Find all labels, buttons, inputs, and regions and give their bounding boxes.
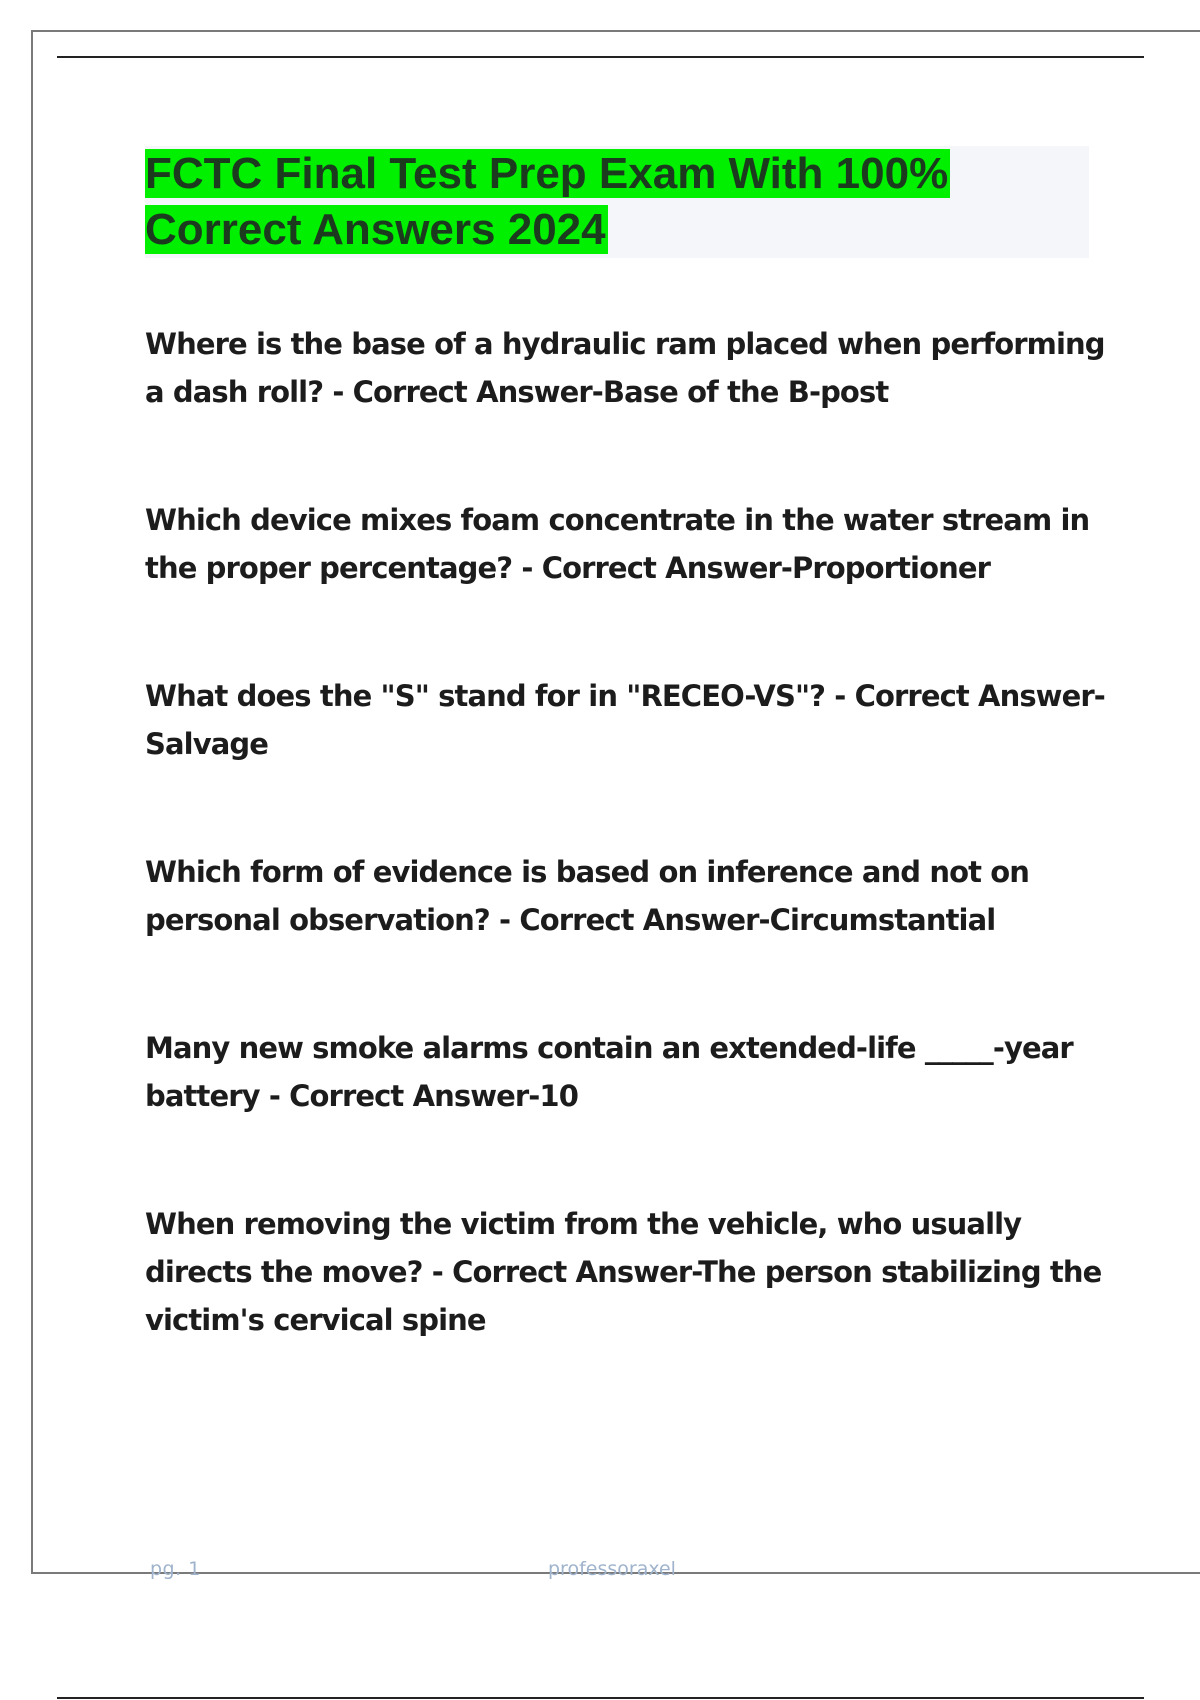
footer-page-number: pg. 1 (150, 1558, 201, 1580)
header-rule (57, 56, 1144, 58)
qa-line: directs the move? - Correct Answer-The person stabilizing the (145, 1255, 1102, 1289)
qa-line: Salvage (145, 727, 268, 761)
qa-line: victim's cervical spine (145, 1303, 486, 1337)
title-line: FCTC Final Test Prep Exam With 100% (145, 149, 949, 198)
qa-line: Which device mixes foam concentrate in the water stream in (145, 503, 1090, 537)
qa-line: Where is the base of a hydraulic ram placed when performing (145, 327, 1105, 361)
qa-line: When removing the victim from the vehicle, who usually (145, 1207, 1022, 1241)
qa-line: Many new smoke alarms contain an extended-life _____-year (145, 1031, 1073, 1065)
qa-line: battery - Correct Answer-10 (145, 1079, 578, 1113)
qa-item (145, 672, 1105, 768)
qa-item (145, 496, 1090, 592)
qa-item (145, 1024, 1085, 1120)
document-title (145, 146, 1089, 258)
qa-item (145, 848, 1085, 944)
qa-item (145, 1200, 1102, 1344)
qa-line: personal observation? - Correct Answer-Circumstantial (145, 903, 996, 937)
qa-item (145, 320, 1105, 416)
qa-line: Which form of evidence is based on inference and not on (145, 855, 1030, 889)
footer-author: professoraxel (548, 1558, 676, 1580)
qa-line: the proper percentage? - Correct Answer-Proportioner (145, 551, 991, 585)
qa-line: a dash roll? - Correct Answer-Base of the B-post (145, 375, 889, 409)
title-line: Correct Answers 2024 (145, 205, 606, 254)
bottom-rule (57, 1697, 1144, 1699)
qa-line: What does the "S" stand for in "RECEO-VS"? - Correct Answer- (145, 679, 1105, 713)
